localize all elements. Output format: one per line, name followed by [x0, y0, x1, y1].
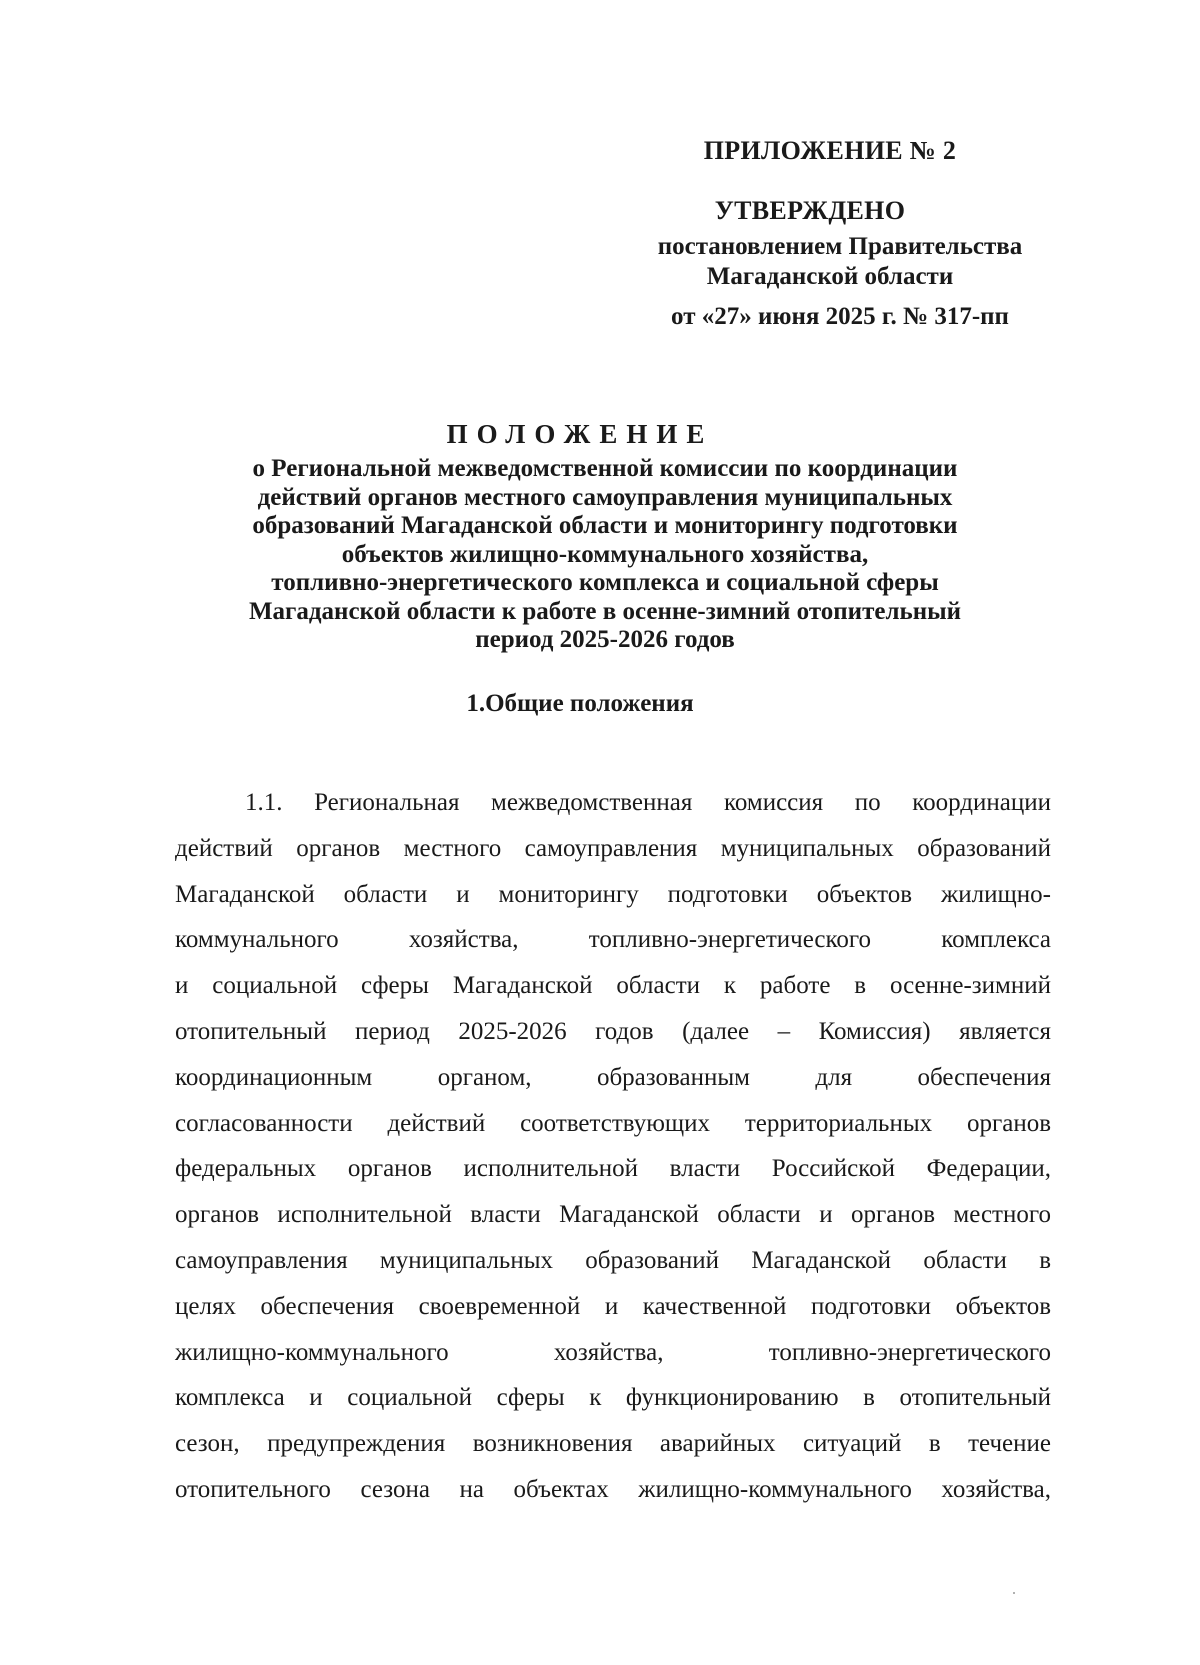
paragraph-line: и социальной сферы Магаданской области к работе в осенне-зимний: [175, 972, 1051, 1000]
paragraph-line: сезон, предупреждения возникновения аварийных ситуаций в течение: [175, 1430, 1051, 1458]
section-paragraph: [175, 780, 1051, 1513]
paragraph-line: целях обеспечения своевременной и качественной подготовки объектов: [175, 1292, 1051, 1320]
document-title: ПОЛОЖЕНИЕ: [446, 419, 714, 449]
scan-speck: [1013, 1592, 1015, 1594]
paragraph-line: 1.1. Региональная межведомственная комиссия по координации: [245, 789, 1051, 816]
paragraph-line: коммунального хозяйства, топливно-энергетического комплекса: [175, 926, 1051, 954]
decree-date-number: от «27» июня 2025 г. № 317-пп: [671, 303, 1009, 330]
paragraph-line: координационным органом, образованным для обеспечения: [175, 1063, 1051, 1091]
subtitle-line: объектов жилищно-коммунального хозяйства,: [341, 540, 869, 568]
paragraph-line: самоуправления муниципальных образований Магаданской области в: [175, 1246, 1051, 1274]
approved-by-decree: постановлением Правительства: [657, 233, 1023, 260]
subtitle-line: топливно-энергетического комплекса и социальной сферы: [271, 569, 939, 596]
approved-stamp-text: УТВЕРЖДЕНО: [714, 196, 906, 225]
approving-region: Магаданской области: [706, 263, 954, 290]
subtitle-line: действий органов местного самоуправления муниципальных: [257, 483, 953, 511]
subtitle-line: Магаданской области к работе в осенне-зимний отопительный: [248, 597, 962, 625]
document-subtitle: [155, 455, 1055, 655]
paragraph-line: жилищно-коммунального хозяйства, топливно-энергетического: [175, 1338, 1051, 1366]
paragraph-line: действий органов местного самоуправления муниципальных образований: [175, 834, 1051, 862]
paragraph-line: Магаданской области и мониторингу подготовки объектов жилищно-: [175, 880, 1051, 908]
section-heading: 1.Общие положения: [466, 690, 694, 717]
paragraph-line: отопительный период 2025-2026 годов (далее – Комиссия) является: [175, 1017, 1051, 1045]
paragraph-line: органов исполнительной власти Магаданской области и органов местного: [175, 1201, 1051, 1229]
paragraph-line: федеральных органов исполнительной власти Российской Федерации,: [175, 1155, 1051, 1183]
paragraph-line: комплекса и социальной сферы к функционированию в отопительный: [175, 1384, 1051, 1412]
subtitle-line: о Региональной межведомственной комиссии по координации: [252, 455, 958, 482]
annex-number: ПРИЛОЖЕНИЕ № 2: [703, 136, 957, 165]
subtitle-line: период 2025-2026 годов: [475, 626, 735, 653]
paragraph-line: отопительного сезона на объектах жилищно-коммунального хозяйства,: [175, 1475, 1051, 1503]
subtitle-line: образований Магаданской области и мониторингу подготовки: [252, 512, 958, 539]
paragraph-line: согласованности действий соответствующих территориальных органов: [175, 1109, 1051, 1137]
